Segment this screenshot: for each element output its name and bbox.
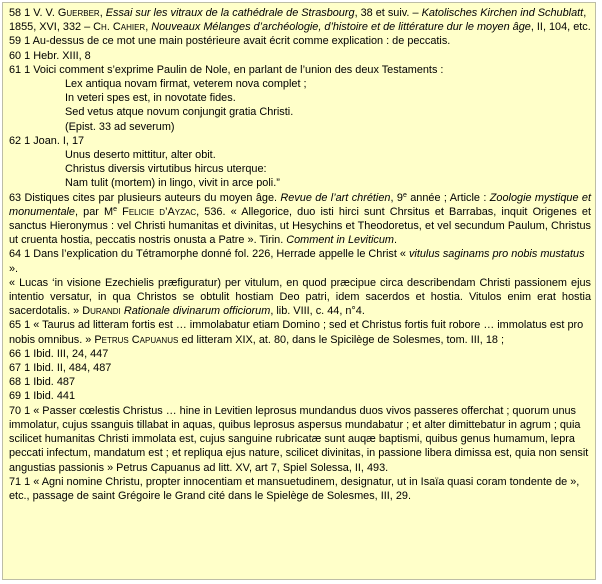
author-name: Durandi <box>82 305 121 318</box>
text: , 536. « Allegorice, duo isti hirci sunt Chrsitus et Barrabas, inquit Origenes et sanctus Hieronymus : vel Christi humanitas et divinitas, ut Hesychins et Theodoretus, et vel secundum Paulum, Christus ut cruenta hostia, peccatis nostris onusta a Patre ». Tirin. <box>9 205 591 247</box>
text: 65 1 « Taurus ad litteram fortis est … immolabatur etiam Domino ; sed et Christus fortis fuit robore … immolatus est pro nobis omnibus. » <box>9 319 584 346</box>
note-65 <box>9 318 591 346</box>
work-title: Rationale divinarum officiorum <box>123 305 271 318</box>
author-name: Ch. Cahier <box>93 21 146 34</box>
verse-line: Lex antiqua novam firmat, veterem nova complet ; <box>65 78 307 91</box>
note-61: 61 1 Voici comment s’exprime Paulin de Nole, en parlant de l’union des deux Testaments : <box>9 63 444 76</box>
text: , <box>99 7 106 19</box>
text: , lib. VIII, c. 44, n°4. <box>270 305 365 318</box>
text: , par M <box>75 205 114 218</box>
verse-line: In veteri spes est, in novotate fides. <box>65 92 236 105</box>
author-name: Petrus Capuanus <box>94 333 179 346</box>
work-title: Essai sur les vitraux de la cathédrale de Strasbourg <box>105 7 355 19</box>
text: , 1855, XVI, 332 – <box>9 7 587 34</box>
note-64 <box>9 247 591 275</box>
note-66: 66 1 Ibid. III, 24, 447 <box>9 347 109 360</box>
note-68: 68 1 Ibid. 487 <box>9 376 76 389</box>
verse-line: Sed vetus atque novum conjungit gratia Christi. <box>65 106 294 119</box>
note-64-paragraph <box>9 276 591 319</box>
work-title: Katolisches Kirchen ind Schublatt <box>421 7 584 19</box>
verse-line: Christus diversis virtutibus hircus uterque: <box>65 163 267 176</box>
superscript: e <box>113 205 118 213</box>
text: ». <box>9 262 19 275</box>
text: . <box>393 234 398 247</box>
work-title: Comment in Leviticum <box>286 234 394 247</box>
text: 63 Distiques cites par plusieurs auteurs du moyen âge. <box>9 191 281 204</box>
author-name: Guerber <box>57 7 100 19</box>
note-58 <box>9 6 591 34</box>
quotation: vitulus saginams pro nobis mustatus <box>408 248 585 261</box>
note-60: 60 1 Hebr. XIII, 8 <box>9 49 91 62</box>
text: , II, 104, etc. <box>530 21 591 34</box>
verse-line: Unus deserto mittitur, alter obit. <box>65 149 216 162</box>
work-title: Nouveaux Mélanges d’archéologie, d’histoire et de littérature dur le moyen âge <box>151 21 531 34</box>
note-59: 59 1 Au-dessus de ce mot une main postérieure avait écrit comme explication : de peccatis. <box>9 35 451 48</box>
superscript: e <box>402 191 407 199</box>
work-title: Zoologie mystique et monumentale <box>9 191 591 218</box>
note-70: 70 1 « Passer cœlestis Christus … hine in Levitien leprosus mundandus duos vivos passeres offerchat ; quorum unus immolatur, cujus ssanguis tillabat in aquas, quibus leprosus aspersus mundabatur ; et alter dimittebatur in agrum ; quia scilicet humanitas Christi immolata est, cujus sanguine rubricatæ sunt auqæ baptismi, quibus genus humamum, lepra peccati infectum, mandatum est ; et repliqua ejus nature, scilicet divinitas, in passione libera dimissa est, quia non sensit angustias passionis » Petrus Capuanus ad litt. XV, art 7, Spiel Solessa, II, 493. <box>9 404 589 474</box>
note-69: 69 1 Ibid. 441 <box>9 390 76 403</box>
author-name: Felicie d’Ayzac <box>117 205 197 218</box>
text: , 9 <box>390 191 403 204</box>
text: , 38 et suiv. – <box>354 7 422 19</box>
text: V. V. <box>33 7 58 19</box>
text: , <box>145 21 152 34</box>
text: ed litteram XIX, at. 80, dans le Spicilège de Solesmes, tom. III, 18 ; <box>178 333 504 346</box>
verse-line: Nam tulit (mortem) in lingo, vivit in arce poli.” <box>65 177 280 190</box>
text: « Lucas ‘in visione Ezechielis præfiguratur) per vitulum, en quod præcipue circa describendam Christi passionem ejus intentio versatur, in qua Christos se obtulit hostiam Deo patri, idem sacerdos et hostia. Vitulos enim erat hostia sacerdotalis. » <box>9 276 591 318</box>
note-67: 67 1 Ibid. II, 484, 487 <box>9 362 112 375</box>
footnotes-page <box>2 2 596 580</box>
work-title: Revue de l’art chrétien <box>280 191 391 204</box>
note-number: 58 1 <box>9 7 34 19</box>
text: 64 1 Dans l’explication du Tétramorphe donné fol. 226, Herrade appelle le Christ « <box>9 248 409 261</box>
note-62: 62 1 Joan. I, 17 <box>9 134 85 147</box>
text: année ; Article : <box>406 191 490 204</box>
verse-citation: (Epist. 33 ad severum) <box>65 120 175 133</box>
note-71: 71 1 « Agni nomine Christu, propter innocentiam et mansuetudinem, designatur, ut in Isaïa quasi coram tondente de », etc., passage de saint Grégoire le Grand cité dans le Spielège de Solesmes, III, 29. <box>9 475 580 502</box>
note-63 <box>9 191 591 248</box>
